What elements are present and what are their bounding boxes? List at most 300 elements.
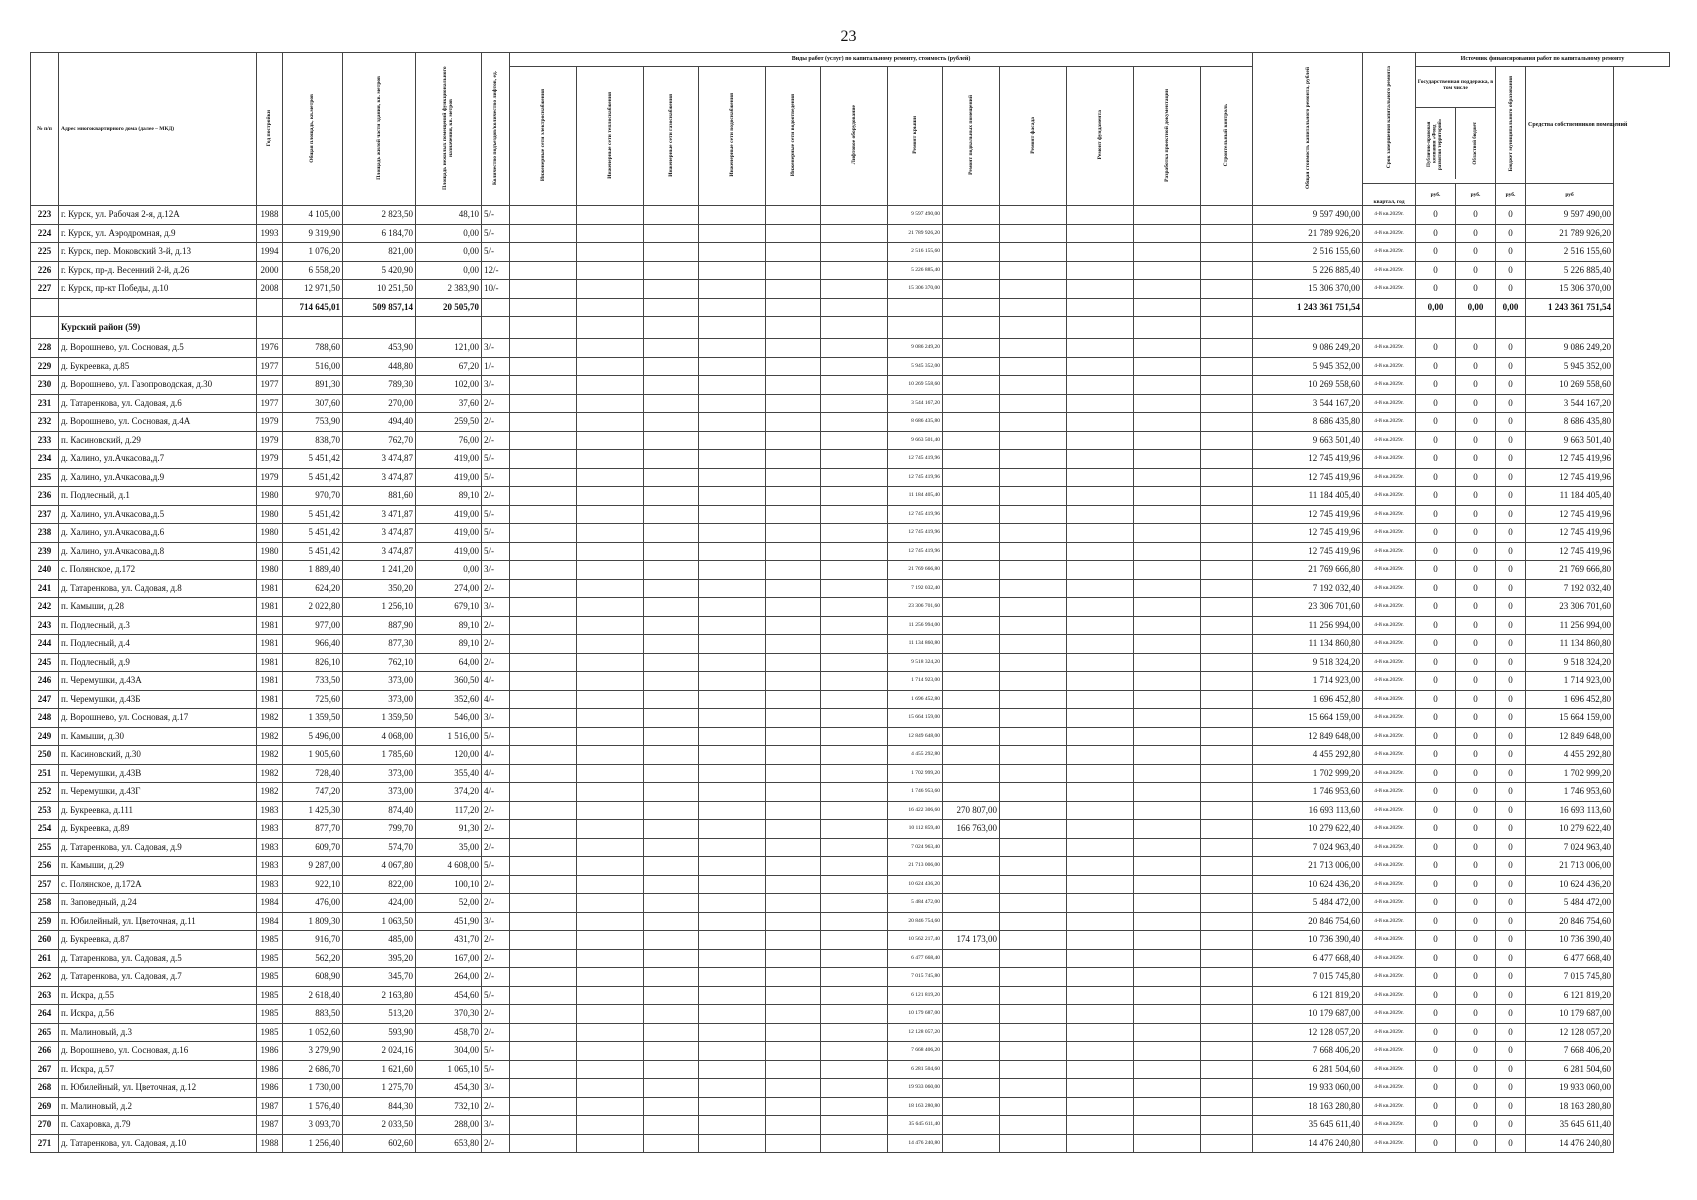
- row-fund-municipal: 0: [1496, 598, 1526, 617]
- row-fund-public: 0: [1416, 1060, 1456, 1079]
- row-work-empty: [1134, 820, 1201, 839]
- row-living-area: 3 474,87: [343, 450, 416, 469]
- row-year: 1993: [257, 224, 283, 243]
- row-work-empty: [1201, 838, 1253, 857]
- header-works-group: Виды работ (услуг) по капитальному ремонту, стоимость (рублей): [510, 53, 1253, 67]
- row-basement-cost: [943, 746, 1000, 765]
- row-living-area: 844,30: [343, 1097, 416, 1116]
- row-work-empty: [1201, 801, 1253, 820]
- row-address: д. Татаренкова, ул. Садовая, д.8: [59, 579, 257, 598]
- row-work-empty: [1000, 968, 1067, 987]
- row-work-empty: [1201, 986, 1253, 1005]
- row-work-empty: [644, 875, 699, 894]
- row-fund-regional: 0: [1456, 1079, 1496, 1098]
- row-living-area: 424,00: [343, 894, 416, 913]
- row-work-empty: [644, 261, 699, 280]
- row-fund-regional: 0: [1456, 598, 1496, 617]
- row-work-empty: [577, 746, 644, 765]
- row-floors: 5/-: [482, 224, 510, 243]
- row-fund-public: 0: [1416, 339, 1456, 358]
- row-work-empty: [644, 894, 699, 913]
- row-floors: 5/-: [482, 206, 510, 225]
- row-floors: 2/-: [482, 616, 510, 635]
- row-work-empty: [699, 243, 766, 262]
- row-nonres-area: 264,00: [416, 968, 482, 987]
- row-total-area: 2 618,40: [283, 986, 343, 1005]
- row-number: 240: [31, 561, 59, 580]
- row-work-empty: [1134, 1116, 1201, 1135]
- row-work-empty: [644, 653, 699, 672]
- row-work-empty: [1201, 579, 1253, 598]
- row-work-empty: [1000, 635, 1067, 654]
- row-basement-cost: [943, 505, 1000, 524]
- row-fund-public: 0: [1416, 875, 1456, 894]
- row-work-empty: [821, 1042, 888, 1061]
- header-work-sewer: Инженерные сети водоотведения: [789, 93, 796, 177]
- row-work-empty: [644, 635, 699, 654]
- row-work-empty: [510, 709, 577, 728]
- row-work-empty: [766, 280, 821, 299]
- table-row: [31, 468, 1670, 487]
- row-total-area: 3 279,90: [283, 1042, 343, 1061]
- row-work-empty: [1201, 243, 1253, 262]
- row-work-empty: [1000, 801, 1067, 820]
- header-unit-owners: руб: [1526, 184, 1614, 206]
- row-work-empty: [766, 931, 821, 950]
- row-fund-municipal: 0: [1496, 1023, 1526, 1042]
- row-period: 4-й кв.2029г.: [1363, 598, 1416, 617]
- row-nonres-area: 419,00: [416, 542, 482, 561]
- row-period: 4-й кв.2029г.: [1363, 931, 1416, 950]
- row-work-empty: [1000, 672, 1067, 691]
- row-work-empty: [699, 357, 766, 376]
- row-work-empty: [510, 357, 577, 376]
- section-empty: [510, 317, 577, 339]
- row-work-empty: [644, 1060, 699, 1079]
- row-roof-cost: 5 226 885,40: [888, 261, 943, 280]
- row-work-empty: [510, 1134, 577, 1153]
- row-fund-regional: 0: [1456, 727, 1496, 746]
- row-work-empty: [644, 727, 699, 746]
- row-work-empty: [510, 986, 577, 1005]
- row-number: 259: [31, 912, 59, 931]
- row-living-area: 821,00: [343, 243, 416, 262]
- row-work-empty: [821, 783, 888, 802]
- row-year: 1977: [257, 357, 283, 376]
- row-year: 1985: [257, 986, 283, 1005]
- header-col-period: Срок завершения капитального ремонта: [1386, 65, 1392, 169]
- table-row: [31, 224, 1670, 243]
- row-fund-regional: 0: [1456, 1042, 1496, 1061]
- row-fund-public: 0: [1416, 280, 1456, 299]
- row-fund-municipal: 0: [1496, 820, 1526, 839]
- row-total-area: 476,00: [283, 894, 343, 913]
- table-row: [31, 1060, 1670, 1079]
- row-work-empty: [644, 579, 699, 598]
- row-work-empty: [510, 838, 577, 857]
- row-work-empty: [766, 1023, 821, 1042]
- total-living-area: 509 857,14: [343, 298, 416, 317]
- row-total-area: 5 451,42: [283, 542, 343, 561]
- row-work-empty: [821, 875, 888, 894]
- row-work-empty: [1067, 487, 1134, 506]
- table-row: [31, 820, 1670, 839]
- row-period: 4-й кв.2029г.: [1363, 764, 1416, 783]
- table-row: [31, 1023, 1670, 1042]
- row-total-area: 788,60: [283, 339, 343, 358]
- row-fund-municipal: 0: [1496, 1116, 1526, 1135]
- row-basement-cost: [943, 672, 1000, 691]
- total-empty: [821, 298, 888, 317]
- row-living-area: 4 067,80: [343, 857, 416, 876]
- row-fund-owners: 7 015 745,80: [1526, 968, 1614, 987]
- row-living-area: 494,40: [343, 413, 416, 432]
- row-work-empty: [766, 690, 821, 709]
- row-work-empty: [699, 598, 766, 617]
- row-work-empty: [1000, 243, 1067, 262]
- section-row: [31, 317, 1670, 339]
- row-address: д. Татаренкова, ул. Садовая, д.7: [59, 968, 257, 987]
- row-work-empty: [1134, 431, 1201, 450]
- row-roof-cost: 1 714 923,00: [888, 672, 943, 691]
- row-address: г. Курск, пр-кт Победы, д.10: [59, 280, 257, 299]
- row-fund-municipal: 0: [1496, 764, 1526, 783]
- row-address: д. Ворошнево, ул. Сосновая, д.16: [59, 1042, 257, 1061]
- row-basement-cost: [943, 450, 1000, 469]
- row-address: п. Черемушки, д.43А: [59, 672, 257, 691]
- row-number: 226: [31, 261, 59, 280]
- row-work-empty: [510, 1023, 577, 1042]
- row-roof-cost: 6 477 668,40: [888, 949, 943, 968]
- row-work-empty: [699, 261, 766, 280]
- row-work-empty: [766, 1134, 821, 1153]
- row-work-empty: [1067, 1134, 1134, 1153]
- row-basement-cost: [943, 857, 1000, 876]
- row-address: п. Искра, д.55: [59, 986, 257, 1005]
- row-work-empty: [1201, 931, 1253, 950]
- row-work-empty: [577, 690, 644, 709]
- table-row: [31, 1097, 1670, 1116]
- row-work-empty: [510, 968, 577, 987]
- total-empty: [1067, 298, 1134, 317]
- row-fund-regional: 0: [1456, 653, 1496, 672]
- row-roof-cost: 11 134 860,80: [888, 635, 943, 654]
- row-address: д. Ворошнево, ул. Газопроводская, д.30: [59, 376, 257, 395]
- section-empty: [1253, 317, 1363, 339]
- row-roof-cost: 10 269 558,60: [888, 376, 943, 395]
- row-nonres-area: 0,00: [416, 243, 482, 262]
- row-work-empty: [699, 1079, 766, 1098]
- header-col-total-cost: Общая стоимость капитального ремонта, рублей: [1304, 66, 1311, 189]
- table-row: [31, 431, 1670, 450]
- row-total-cost: 11 256 994,00: [1253, 616, 1363, 635]
- row-floors: 2/-: [482, 653, 510, 672]
- row-year: 1982: [257, 709, 283, 728]
- row-work-empty: [1000, 894, 1067, 913]
- row-period: 4-й кв.2029г.: [1363, 339, 1416, 358]
- row-work-empty: [1201, 450, 1253, 469]
- row-work-empty: [699, 1005, 766, 1024]
- row-fund-public: 0: [1416, 524, 1456, 543]
- row-floors: 2/-: [482, 579, 510, 598]
- row-nonres-area: 374,20: [416, 783, 482, 802]
- row-work-empty: [699, 838, 766, 857]
- row-work-empty: [1000, 1097, 1067, 1116]
- row-work-empty: [1067, 746, 1134, 765]
- row-work-empty: [766, 487, 821, 506]
- row-living-area: 1 621,60: [343, 1060, 416, 1079]
- row-fund-regional: 0: [1456, 542, 1496, 561]
- row-fund-owners: 3 544 167,20: [1526, 394, 1614, 413]
- row-work-empty: [1000, 450, 1067, 469]
- row-fund-owners: 10 736 390,40: [1526, 931, 1614, 950]
- row-work-empty: [1067, 280, 1134, 299]
- row-fund-owners: 12 745 419,96: [1526, 505, 1614, 524]
- section-empty: [31, 317, 59, 339]
- row-period: 4-й кв.2029г.: [1363, 801, 1416, 820]
- row-fund-public: 0: [1416, 931, 1456, 950]
- row-work-empty: [644, 357, 699, 376]
- row-work-empty: [1134, 579, 1201, 598]
- row-basement-cost: [943, 1023, 1000, 1042]
- row-fund-public: 0: [1416, 912, 1456, 931]
- row-period: 4-й кв.2029г.: [1363, 542, 1416, 561]
- row-fund-owners: 1 746 953,60: [1526, 783, 1614, 802]
- row-work-empty: [577, 912, 644, 931]
- row-work-empty: [1067, 894, 1134, 913]
- row-work-empty: [1067, 261, 1134, 280]
- table-row: [31, 635, 1670, 654]
- row-work-empty: [644, 857, 699, 876]
- row-work-empty: [1000, 376, 1067, 395]
- row-fund-public: 0: [1416, 783, 1456, 802]
- row-work-empty: [1201, 1023, 1253, 1042]
- row-work-empty: [577, 224, 644, 243]
- row-address: п. Искра, д.57: [59, 1060, 257, 1079]
- row-work-empty: [1134, 838, 1201, 857]
- row-basement-cost: [943, 1042, 1000, 1061]
- row-work-empty: [699, 635, 766, 654]
- row-address: п. Касиновский, д.29: [59, 431, 257, 450]
- row-work-empty: [1067, 524, 1134, 543]
- row-living-area: 822,00: [343, 875, 416, 894]
- row-work-empty: [644, 376, 699, 395]
- row-total-cost: 10 736 390,40: [1253, 931, 1363, 950]
- row-total-cost: 1 714 923,00: [1253, 672, 1363, 691]
- row-fund-municipal: 0: [1496, 206, 1526, 225]
- row-nonres-area: 454,60: [416, 986, 482, 1005]
- row-work-empty: [1134, 801, 1201, 820]
- row-work-empty: [821, 931, 888, 950]
- row-work-empty: [577, 431, 644, 450]
- row-number: 231: [31, 394, 59, 413]
- row-work-empty: [1134, 690, 1201, 709]
- row-living-area: 877,30: [343, 635, 416, 654]
- row-work-empty: [699, 1060, 766, 1079]
- row-fund-regional: 0: [1456, 912, 1496, 931]
- header-col-nonres-area: Площадь нежилых помещений функционального назначения, кв. метров: [442, 66, 455, 190]
- row-address: д. Татаренкова, ул. Садовая, д.5: [59, 949, 257, 968]
- row-work-empty: [699, 1023, 766, 1042]
- row-living-area: 448,80: [343, 357, 416, 376]
- row-total-area: 916,70: [283, 931, 343, 950]
- row-fund-public: 0: [1416, 672, 1456, 691]
- row-work-empty: [1134, 394, 1201, 413]
- row-basement-cost: [943, 1005, 1000, 1024]
- row-roof-cost: 1 746 953,60: [888, 783, 943, 802]
- row-living-area: 2 163,80: [343, 986, 416, 1005]
- row-work-empty: [1067, 339, 1134, 358]
- row-roof-cost: 9 518 324,20: [888, 653, 943, 672]
- row-fund-regional: 0: [1456, 857, 1496, 876]
- row-floors: 2/-: [482, 894, 510, 913]
- row-fund-regional: 0: [1456, 1023, 1496, 1042]
- row-fund-municipal: 0: [1496, 579, 1526, 598]
- row-fund-public: 0: [1416, 857, 1456, 876]
- header-state-support: [1416, 67, 1496, 184]
- row-basement-cost: [943, 635, 1000, 654]
- row-work-empty: [510, 949, 577, 968]
- row-number: 241: [31, 579, 59, 598]
- row-living-area: 1 063,50: [343, 912, 416, 931]
- total-empty: [943, 298, 1000, 317]
- row-number: 262: [31, 968, 59, 987]
- row-living-area: 2 823,50: [343, 206, 416, 225]
- row-floors: 2/-: [482, 635, 510, 654]
- row-work-empty: [1134, 376, 1201, 395]
- row-address: п. Юбилейный, ул. Цветочная, д.12: [59, 1079, 257, 1098]
- row-basement-cost: [943, 413, 1000, 432]
- row-floors: 2/-: [482, 875, 510, 894]
- row-floors: 5/-: [482, 542, 510, 561]
- row-address: д. Халино, ул.Ачкасова,д.8: [59, 542, 257, 561]
- row-nonres-area: 89,10: [416, 487, 482, 506]
- header-col-address: Адрес многоквартирного дома (далее – МКД): [59, 53, 257, 206]
- row-work-empty: [821, 820, 888, 839]
- section-empty: [821, 317, 888, 339]
- row-total-cost: 14 476 240,80: [1253, 1134, 1363, 1153]
- table-row: [31, 1042, 1670, 1061]
- row-work-empty: [699, 450, 766, 469]
- row-year: 1994: [257, 243, 283, 262]
- row-roof-cost: 23 306 701,60: [888, 598, 943, 617]
- header-funding-group: Источник финансирования работ по капитальному ремонту: [1416, 53, 1670, 67]
- row-fund-municipal: 0: [1496, 1079, 1526, 1098]
- row-fund-owners: 10 279 622,40: [1526, 820, 1614, 839]
- row-work-empty: [1067, 1097, 1134, 1116]
- row-living-area: 513,20: [343, 1005, 416, 1024]
- row-work-empty: [577, 1097, 644, 1116]
- row-fund-municipal: 0: [1496, 413, 1526, 432]
- row-fund-public: 0: [1416, 653, 1456, 672]
- row-work-empty: [1067, 1060, 1134, 1079]
- table-row: [31, 357, 1670, 376]
- header-fund-municipal: Бюджет муниципального образования: [1507, 76, 1514, 172]
- row-basement-cost: [943, 339, 1000, 358]
- row-nonres-area: 35,00: [416, 838, 482, 857]
- row-fund-regional: 0: [1456, 376, 1496, 395]
- row-work-empty: [577, 764, 644, 783]
- row-work-empty: [1067, 598, 1134, 617]
- row-period: 4-й кв.2029г.: [1363, 1060, 1416, 1079]
- row-address: д. Халино, ул.Ачкасова,д.6: [59, 524, 257, 543]
- row-work-empty: [1000, 820, 1067, 839]
- row-fund-regional: 0: [1456, 875, 1496, 894]
- header-col-total-area: Общая площадь, кв.метров: [309, 93, 316, 163]
- row-fund-municipal: 0: [1496, 1005, 1526, 1024]
- row-work-empty: [821, 653, 888, 672]
- row-work-empty: [510, 635, 577, 654]
- row-total-cost: 12 745 419,96: [1253, 505, 1363, 524]
- row-year: 1982: [257, 727, 283, 746]
- row-nonres-area: 76,00: [416, 431, 482, 450]
- row-total-area: 9 287,00: [283, 857, 343, 876]
- row-work-empty: [644, 450, 699, 469]
- row-work-empty: [510, 524, 577, 543]
- row-floors: 2/-: [482, 820, 510, 839]
- row-fund-public: 0: [1416, 764, 1456, 783]
- row-total-cost: 6 477 668,40: [1253, 949, 1363, 968]
- row-total-cost: 10 179 687,00: [1253, 1005, 1363, 1024]
- row-work-empty: [766, 1005, 821, 1024]
- row-year: 2008: [257, 280, 283, 299]
- row-fund-regional: 0: [1456, 690, 1496, 709]
- row-work-empty: [1067, 1079, 1134, 1098]
- row-nonres-area: 653,80: [416, 1134, 482, 1153]
- row-work-empty: [510, 468, 577, 487]
- row-living-area: 874,40: [343, 801, 416, 820]
- row-fund-municipal: 0: [1496, 801, 1526, 820]
- row-fund-owners: 9 597 490,00: [1526, 206, 1614, 225]
- row-floors: 5/-: [482, 468, 510, 487]
- row-fund-owners: 6 477 668,40: [1526, 949, 1614, 968]
- row-period: 4-й кв.2029г.: [1363, 243, 1416, 262]
- row-floors: 3/-: [482, 598, 510, 617]
- row-work-empty: [699, 746, 766, 765]
- header-col-no: № п/п: [31, 53, 59, 206]
- row-fund-public: 0: [1416, 1005, 1456, 1024]
- row-work-empty: [1201, 413, 1253, 432]
- row-work-empty: [1134, 986, 1201, 1005]
- row-fund-public: 0: [1416, 542, 1456, 561]
- row-number: 254: [31, 820, 59, 839]
- row-number: 268: [31, 1079, 59, 1098]
- row-total-area: 877,70: [283, 820, 343, 839]
- row-work-empty: [1000, 1134, 1067, 1153]
- section-empty: [416, 317, 482, 339]
- row-work-empty: [577, 672, 644, 691]
- row-basement-cost: 166 763,00: [943, 820, 1000, 839]
- row-total-cost: 1 746 953,60: [1253, 783, 1363, 802]
- row-total-area: 2 022,80: [283, 598, 343, 617]
- table-row: [31, 579, 1670, 598]
- row-work-empty: [1201, 280, 1253, 299]
- row-living-area: 4 068,00: [343, 727, 416, 746]
- row-total-cost: 20 846 754,60: [1253, 912, 1363, 931]
- row-total-cost: 9 518 324,20: [1253, 653, 1363, 672]
- row-work-empty: [577, 394, 644, 413]
- row-work-empty: [766, 224, 821, 243]
- row-work-empty: [699, 487, 766, 506]
- row-floors: 4/-: [482, 746, 510, 765]
- row-floors: 5/-: [482, 1042, 510, 1061]
- row-fund-owners: 5 484 472,00: [1526, 894, 1614, 913]
- section-empty: [283, 317, 343, 339]
- row-work-empty: [766, 505, 821, 524]
- row-total-area: 1 359,50: [283, 709, 343, 728]
- row-living-area: 1 256,10: [343, 598, 416, 617]
- row-work-empty: [510, 339, 577, 358]
